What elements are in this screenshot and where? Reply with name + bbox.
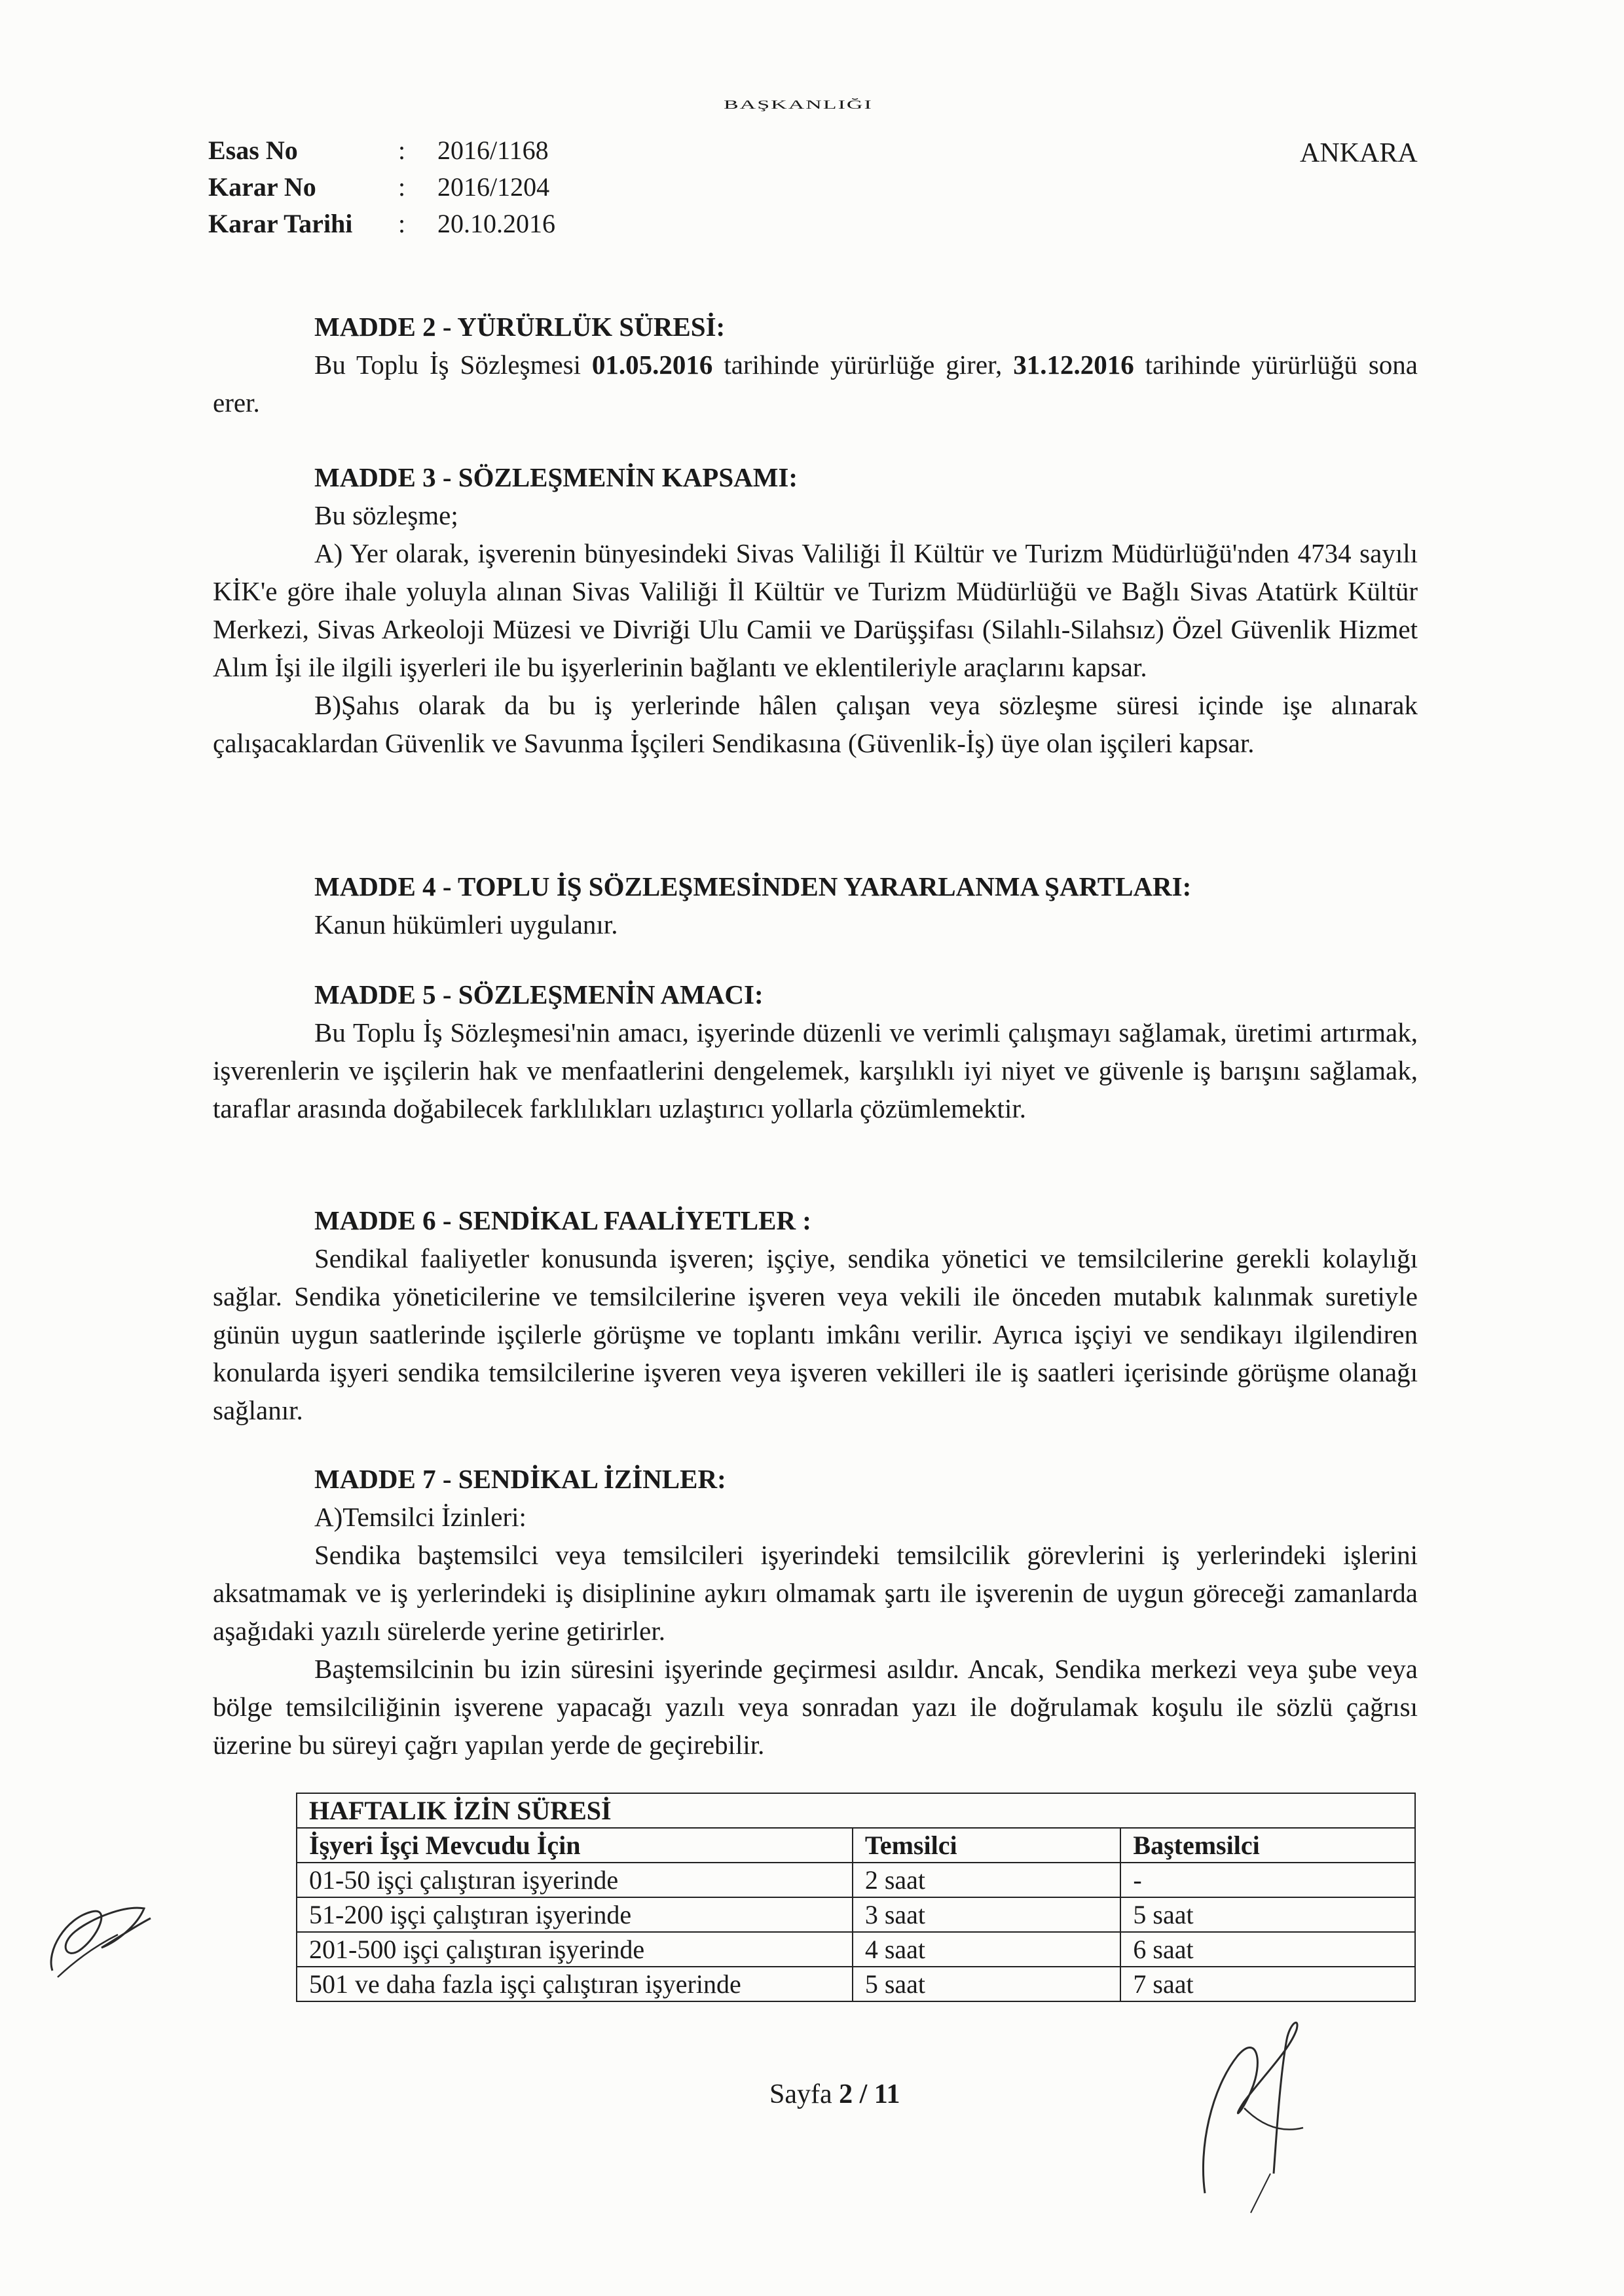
table-header-cell: Temsilci: [853, 1828, 1121, 1863]
article-6-title: MADDE 6 - SENDİKAL FAALİYETLER :: [314, 1205, 811, 1235]
page-prefix: Sayfa: [769, 2079, 840, 2109]
article-7-body-1: Sendika baştemsilci veya temsilcileri işyerindeki temsilcilik görevlerini iş yerlerindeki işlerini aksatmamak ve iş yerlerindeki iş disiplinine aykırı olmamak şartı ile işverenin de uygun göreceği zamanlarda aşağıdaki yazılı sürelerde yerine getirirler.: [213, 1540, 1418, 1646]
table-cell: 2 saat: [853, 1863, 1121, 1897]
article-2-title: MADDE 2 - YÜRÜRLÜK SÜRESİ:: [314, 312, 726, 342]
case-label: Esas No: [208, 136, 298, 165]
article-3: [213, 458, 1418, 762]
article-2-text: tarihinde yürürlüğe girer,: [712, 350, 1014, 380]
case-value: 2016/1168: [437, 136, 549, 165]
article-5-body: Bu Toplu İş Sözleşmesi'nin amacı, işyerinde düzenli ve verimli çalışmayı sağlamak, üretimi artırmak, işverenlerin ve işçilerin hak ve menfaatlerini dengelemek, karşılıklı iyi niyet ve güvenle iş barışını sağlamak, taraflar arasında doğabilecek farklılıkları uzlaştırıcı yollarla çözümlemektir.: [213, 1017, 1418, 1123]
table-cell: 01-50 işçi çalıştıran işyerinde: [297, 1863, 853, 1897]
initials-signature: [39, 1879, 157, 1990]
article-7-body-2: Baştemsilcinin bu izin süresini işyerinde geçirmesi asıldır. Ancak, Sendika merkezi veya şube veya bölge temsilciliğinin işverene yapacağı yazılı veya sonradan yazı ile doğrulamak koşulu ile sözlü çağrısı üzerine bu süreyi çağrı yapılan yerde de geçirebilir.: [213, 1654, 1418, 1760]
authority-title: BAŞKANLIĞI: [724, 98, 873, 112]
article-6: [213, 1201, 1418, 1429]
article-4-body: Kanun hükümleri uygulanır.: [314, 909, 618, 939]
case-info: [208, 132, 555, 242]
case-separator: :: [398, 172, 406, 202]
table-title: HAFTALIK İZİN SÜRESİ: [297, 1793, 1415, 1828]
city-label: ANKARA: [1300, 138, 1418, 168]
case-label: Karar No: [208, 172, 316, 202]
end-date: 31.12.2016: [1013, 350, 1134, 380]
table-row: [297, 1863, 1415, 1897]
case-row-karar: [208, 169, 555, 206]
table-cell: -: [1120, 1863, 1415, 1897]
case-separator: :: [398, 209, 406, 238]
article-5: [213, 975, 1418, 1127]
article-3-title: MADDE 3 - SÖZLEŞMENİN KAPSAMI:: [314, 462, 798, 492]
weekly-leave-table: [296, 1793, 1416, 2002]
table-cell: 51-200 işçi çalıştıran işyerinde: [297, 1897, 853, 1932]
case-separator: :: [398, 136, 406, 165]
table-cell: 6 saat: [1120, 1932, 1415, 1967]
table-cell: 5 saat: [1120, 1897, 1415, 1932]
article-7-title: MADDE 7 - SENDİKAL İZİNLER:: [314, 1464, 726, 1494]
table-row: [297, 1932, 1415, 1967]
article-3-section-a: A) Yer olarak, işverenin bünyesindeki Sivas Valiliği İl Kültür ve Turizm Müdürlüğü'nden 4734 sayılı KİK'e göre ihale yoluyla alınan Sivas Valiliği İl Kültür ve Turizm Müdürlüğü ve Bağlı Sivas Atatürk Kültür Merkezi, Sivas Arkeoloji Müzesi ve Divriği Ulu Camii ve Darüşşifası (Silahlı-Silahsız) Özel Güvenlik Hizmet Alım İşi ile ilgili işyerleri ile bu işyerlerinin bağlantı ve eklentileriyle araçlarını kapsar.: [213, 538, 1418, 682]
case-label: Karar Tarihi: [208, 209, 353, 238]
article-2: [213, 308, 1418, 422]
case-row-tarih: [208, 206, 555, 242]
article-7-subtitle: A)Temsilci İzinleri:: [314, 1502, 526, 1532]
table-cell: 201-500 işçi çalıştıran işyerinde: [297, 1932, 853, 1967]
table-header-cell: Baştemsilci: [1120, 1828, 1415, 1863]
table-cell: 7 saat: [1120, 1967, 1415, 2001]
article-3-intro: Bu sözleşme;: [314, 500, 458, 530]
table-header-row: [297, 1828, 1415, 1863]
case-row-esas: [208, 132, 555, 169]
table-title-row: [297, 1793, 1415, 1828]
article-5-title: MADDE 5 - SÖZLEŞMENİN AMACI:: [314, 979, 764, 1010]
article-3-section-b: B)Şahıs olarak da bu iş yerlerinde hâlen çalışan veya sözleşme süresi içinde işe alınarak çalışacaklardan Güvenlik ve Savunma İşçileri Sendikasına (Güvenlik-İş) üye olan işçileri kapsar.: [213, 690, 1418, 758]
case-value: 20.10.2016: [437, 209, 555, 238]
table-row: [297, 1897, 1415, 1932]
start-date: 01.05.2016: [591, 350, 713, 380]
table-cell: 501 ve daha fazla işçi çalıştıran işyerinde: [297, 1967, 853, 2001]
page-number: 2 / 11: [839, 2079, 900, 2109]
article-2-text: Bu Toplu İş Sözleşmesi: [314, 350, 592, 380]
table-cell: 4 saat: [853, 1932, 1121, 1967]
table-cell: 5 saat: [853, 1967, 1121, 2001]
article-4: [213, 867, 1418, 943]
article-7: [213, 1460, 1418, 1764]
page-footer: [769, 2079, 900, 2110]
article-4-title: MADDE 4 - TOPLU İŞ SÖZLEŞMESİNDEN YARARLANMA ŞARTLARI:: [314, 871, 1192, 902]
article-6-body: Sendikal faaliyetler konusunda işveren; işçiye, sendika yönetici ve temsilcilerine gerekli kolaylığı sağlar. Sendika yöneticilerine ve temsilcilerine işveren veya vekili ile önceden mutabık kalınmak suretiyle günün uygun saatlerinde işçilerle görüşme ve toplantı imkânı verilir. Ayrıca işçiyi ve sendikayı ilgilendiren konularda işyeri sendika temsilcilerine işveren veya işveren vekilleri ile iş saatleri içerisinde görüşme olanağı sağlanır.: [213, 1243, 1418, 1425]
case-value: 2016/1204: [437, 172, 550, 202]
article-2-text: tarihinde yürürlüğü sona erer.: [213, 350, 1418, 418]
handwritten-signature: [1166, 1977, 1362, 2219]
table-cell: 3 saat: [853, 1897, 1121, 1932]
article-2-body: [213, 346, 1418, 422]
table-header-cell: İşyeri İşçi Mevcudu İçin: [297, 1828, 853, 1863]
